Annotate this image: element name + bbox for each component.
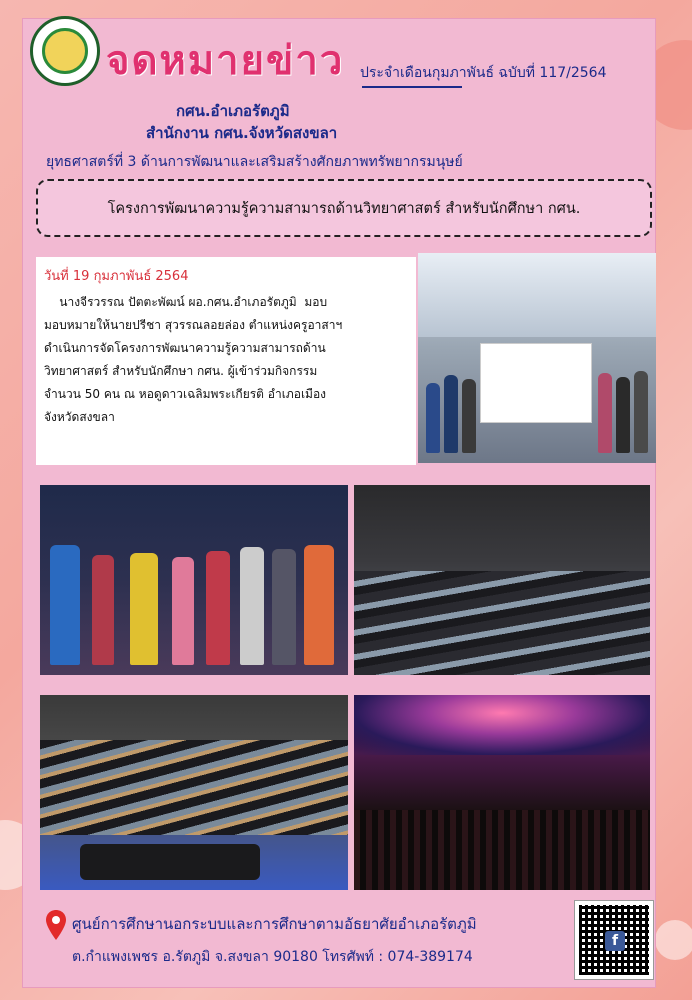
planetarium-audience-photo (354, 485, 650, 675)
article-date: วันที่ 19 กุมภาพันธ์ 2564 (44, 269, 189, 284)
office-name: กศน.อำเภอรัตภูมิ (176, 102, 290, 120)
provincial-office-name: สำนักงาน กศน.จังหวัดสงขลา (146, 124, 338, 142)
article-line: วิทยาศาสตร์ สำหรับนักศึกษา กศน. ผู้เข้าร่วมกิจกรรม (44, 364, 318, 378)
project-title-box (36, 179, 652, 237)
decorative-circle (655, 920, 692, 960)
facebook-qr-code[interactable] (574, 900, 654, 980)
issue-label: ประจำเดือนกุมภาพันธ์ ฉบับที่ 117/2564 (360, 65, 607, 81)
article-line: ดำเนินการจัดโครงการพัฒนาความรู้ความสามารถด้าน (44, 341, 326, 355)
group-photo-outside-observatory (418, 253, 656, 463)
article-body (44, 291, 410, 429)
article-line: นางจีรวรรณ ปัตตะพัฒน์ ผอ.กศน.อำเภอรัตภูมิ มอบ (44, 295, 328, 309)
planetarium-seats-photo (40, 695, 348, 890)
article-line: มอบหมายให้นายปรีชา สุวรรณลอยล่อง ตำแหน่งครูอาสาฯ (44, 318, 343, 332)
article-card (36, 257, 416, 465)
planetarium-dome-photo (354, 695, 650, 890)
article-line: จังหวัดสงขลา (44, 410, 115, 424)
center-name: ศูนย์การศึกษานอกระบบและการศึกษาตามอัธยาศัยอำเภอรัตภูมิ (72, 915, 477, 933)
location-pin-icon (46, 910, 66, 940)
newsletter-title: จดหมายข่าว (106, 37, 345, 84)
group-photo-exhibition (40, 485, 348, 675)
project-title: โครงการพัฒนาความรู้ความสามารถด้านวิทยาศาสตร์ สำหรับนักศึกษา กศน. (107, 200, 581, 217)
center-address: ต.กำแพงเพชร อ.รัตภูมิ จ.สงขลา 90180 โทรศัพท์ : 074-389174 (72, 949, 473, 965)
office-logo (30, 16, 100, 86)
article-line: จำนวน 50 คน ณ หอดูดาวเฉลิมพระเกียรติ อำเภอเมือง (44, 387, 327, 401)
facebook-icon: f (605, 931, 625, 951)
strategy-heading: ยุทธศาสตร์ที่ 3 ด้านการพัฒนาและเสริมสร้างศักยภาพทรัพยากรมนุษย์ (46, 154, 463, 170)
divider (362, 86, 462, 88)
